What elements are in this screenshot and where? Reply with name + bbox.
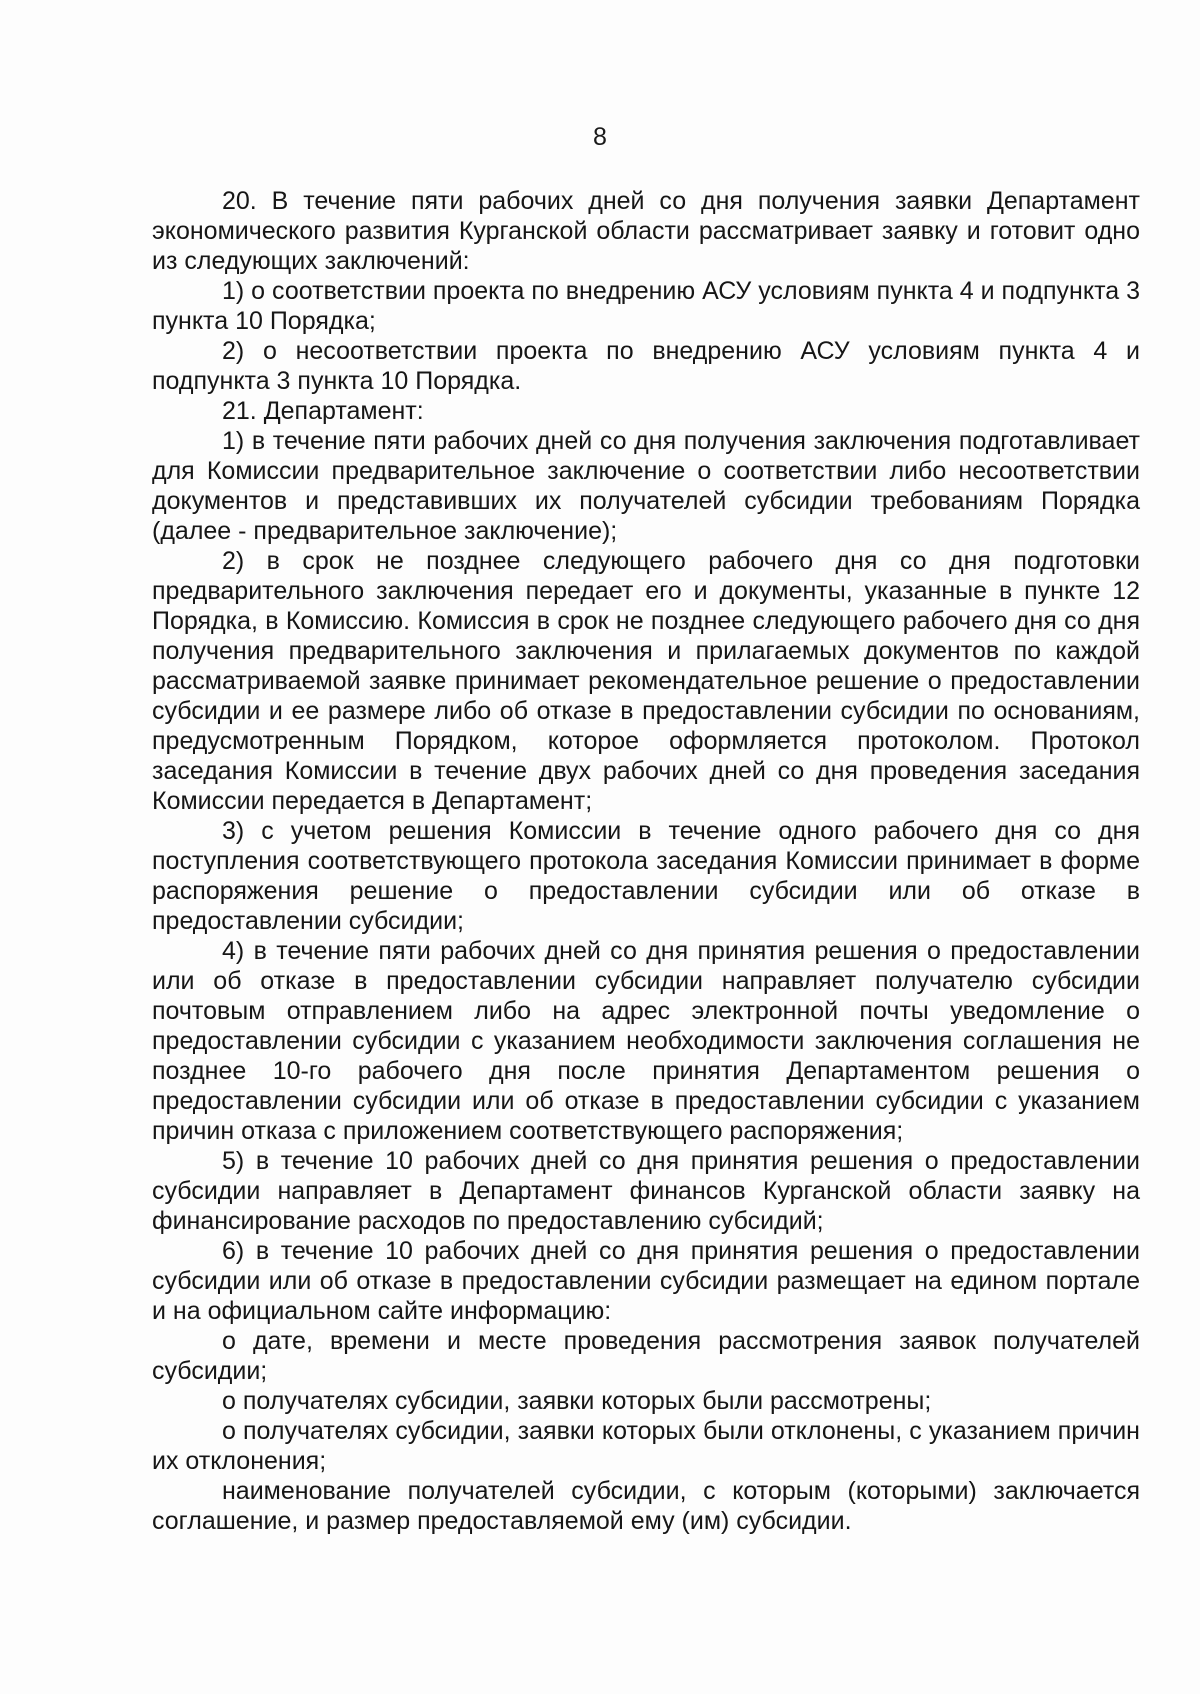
info-item-agreement-recipients: наименование получателей субсидии, с которым (которыми) заключается соглашение, и размер предоставляемой ему (им) субсидии. — [152, 1477, 1140, 1535]
paragraph-20: 20. В течение пяти рабочих дней со дня получения заявки Департамент экономического развития Курганской области рассматривает заявку и готовит одно из следующих заключений: — [152, 187, 1140, 275]
paragraph-20-item-1: 1) о соответствии проекта по внедрению АСУ условиям пункта 4 и подпункта 3 пункта 10 Порядка; — [152, 277, 1140, 335]
info-item-reviewed-applicants: о получателях субсидии, заявки которых были рассмотрены; — [222, 1387, 932, 1415]
paragraph-21: 21. Департамент: — [222, 397, 424, 425]
paragraph-21-item-2: 2) в срок не позднее следующего рабочего дня со дня подготовки предварительного заключения передает его и документы, указанные в пункте 12 Порядка, в Комиссию. Комиссия в срок не позднее следующего рабочего дня со дня получения предварительного заключения и прилагаемых документов по каждой рассматриваемой заявке принимает рекомендательное решение о предоставлении субсидии и ее размере либо об отказе в предоставлении субсидии по основаниям, предусмотренным Порядком, которое оформляется протоколом. Протокол заседания Комиссии в течение двух рабочих дней со дня проведения заседания Комиссии передается в Департамент; — [152, 547, 1140, 815]
paragraph-21-item-3: 3) с учетом решения Комиссии в течение одного рабочего дня со дня поступления соответствующего протокола заседания Комиссии принимает в форме распоряжения решение о предоставлении субсидии или об отказе в предоставлении субсидии; — [152, 817, 1140, 935]
paragraph-21-item-5: 5) в течение 10 рабочих дней со дня принятия решения о предоставлении субсидии направляет в Департамент финансов Курганской области заявку на финансирование расходов по предоставлению субсидий; — [152, 1147, 1140, 1235]
document-body — [152, 186, 1140, 1536]
info-item-rejected-applicants: о получателях субсидии, заявки которых были отклонены, с указанием причин их отклонения; — [152, 1417, 1140, 1475]
info-item-date-time-place: о дате, времени и месте проведения рассмотрения заявок получателей субсидии; — [152, 1327, 1140, 1385]
paragraph-21-item-4: 4) в течение пяти рабочих дней со дня принятия решения о предоставлении или об отказе в предоставлении субсидии направляет получателю субсидии почтовым отправлением либо на адрес электронной почты уведомление о предоставлении субсидии с указанием необходимости заключения соглашения не позднее 10-го рабочего дня после принятия Департаментом решения о предоставлении субсидии или об отказе в предоставлении субсидии с указанием причин отказа с приложением соответствующего распоряжения; — [152, 937, 1140, 1145]
paragraph-21-item-6: 6) в течение 10 рабочих дней со дня принятия решения о предоставлении субсидии или об отказе в предоставлении субсидии размещает на едином портале и на официальном сайте информацию: — [152, 1237, 1140, 1325]
paragraph-20-item-2: 2) о несоответствии проекта по внедрению АСУ условиям пункта 4 и подпункта 3 пункта 10 Порядка. — [152, 337, 1140, 395]
page-number: 8 — [593, 123, 607, 151]
paragraph-21-item-1: 1) в течение пяти рабочих дней со дня получения заключения подготавливает для Комиссии предварительное заключение о соответствии либо несоответствии документов и представивших их получателей субсидии требованиям Порядка (далее - предварительное заключение); — [152, 427, 1140, 545]
